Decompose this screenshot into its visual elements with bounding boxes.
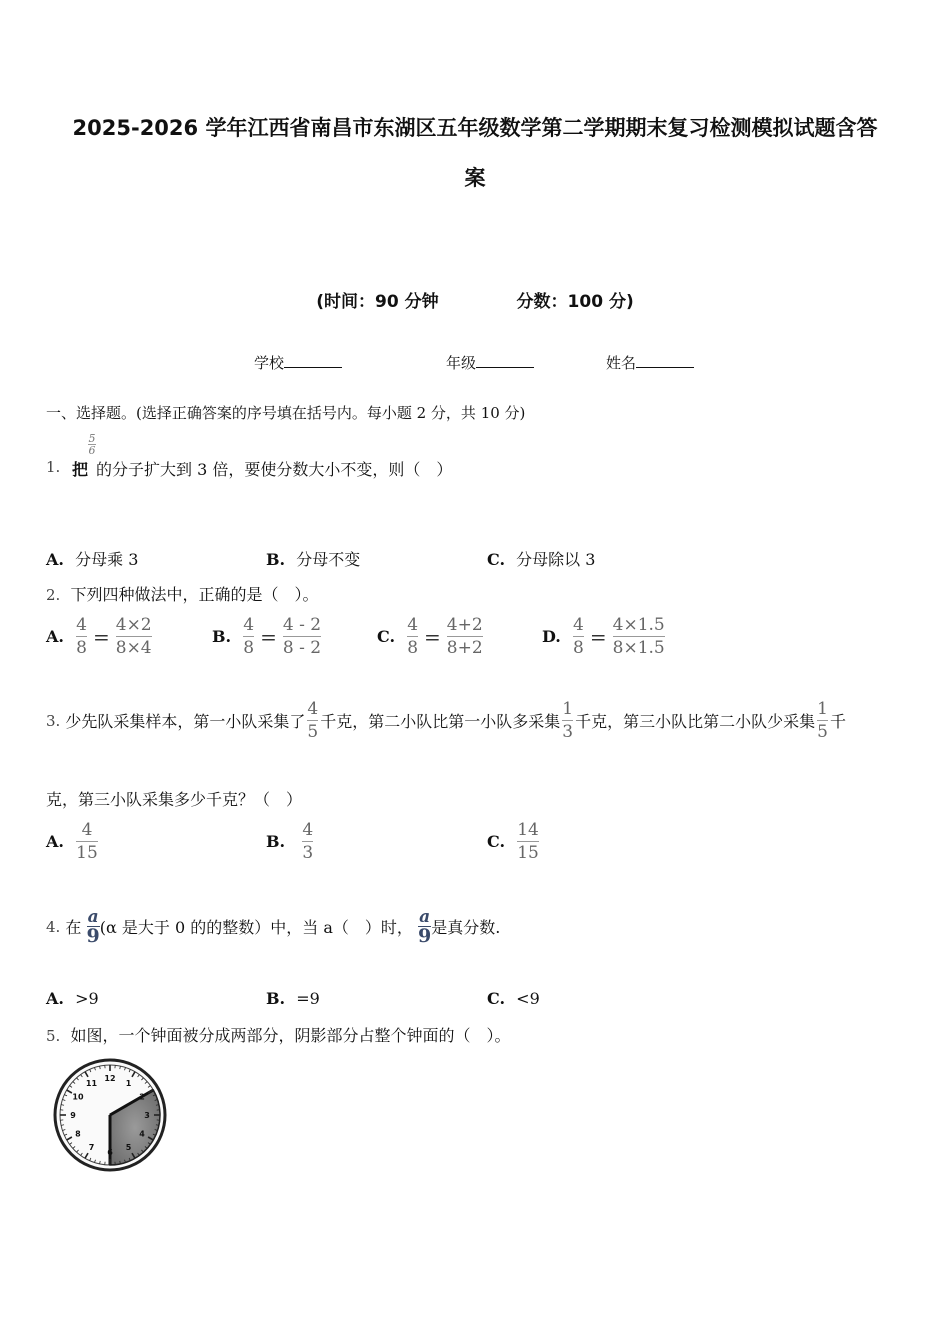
fraction: $\frac{14}{15}$ [517,820,539,863]
fraction: $\frac{4}{15}$ [76,820,98,863]
question-3: 3. 少先队采集样本，第一小队采集了 $\frac{4}{5}$ 千克，第二小队比第一小队多采集 $\frac{1}{3}$ 千克，第三小队比第二小队少采集 $\frac{1}{5}$ 千 [46,699,846,742]
exam-meta [0,287,950,312]
fraction-right: $\frac{4 - 2}{8 - 2}$ [282,615,322,658]
fraction: $\frac{1}{3}$ [562,699,574,742]
exam-score: 分数：100 分) [516,292,634,312]
clock-number: 3 [144,1111,150,1120]
question-number: 4. [46,917,61,936]
q2-option-d[interactable]: D. $\frac{4}{8}$ = $\frac{4\times 1.5}{8\times 1.5}$ [542,615,665,658]
fraction: 5 6 [88,432,96,457]
clock-number: 4 [139,1129,145,1139]
name-field[interactable] [606,352,694,373]
section-heading: 一、选择题。(选择正确答案的序号填在括号内。每小题 2 分，共 10 分) [46,404,526,422]
clock-number: 7 [88,1143,95,1153]
clock-number: 10 [72,1092,84,1102]
q4-option-a[interactable]: A. >9 [46,989,99,1008]
question-text: 如图，一个钟面被分成两部分，阴影部分占整个钟面的（ ）。 [70,1026,511,1045]
q1-option-b[interactable]: B. 分母不变 [266,550,361,569]
school-field[interactable] [254,352,342,373]
q4-option-b[interactable]: B. =9 [266,989,320,1008]
title-line-2: 案 [464,166,486,190]
question-4: 4. 在 a 9 (α 是大于 0 的的整数）中，当 a（ ）时， a 9 是真分数. [46,907,501,947]
fraction: $\frac{4}{3}$ [302,820,314,863]
clock-number: 6 [107,1148,113,1157]
fraction-left: $\frac{4}{8}$ [76,615,87,658]
grade-label: 年级 [446,354,477,372]
clock-number: 11 [85,1078,98,1088]
fraction: $\frac{4}{5}$ [307,699,319,742]
school-blank[interactable] [284,353,342,368]
question-number: 1. [46,458,61,476]
school-label: 学校 [254,354,285,372]
clock-number: 2 [139,1092,145,1102]
fraction-right: $\frac{4\times 2}{8\times 4}$ [115,615,152,658]
fraction: $\frac{1}{5}$ [817,699,828,742]
q2-option-b[interactable]: B. $\frac{4}{8}$ = $\frac{4 - 2}{8 - 2}$ [212,615,322,658]
clock-number: 5 [125,1143,132,1153]
fraction-a-over-9: a 9 [86,907,100,947]
clock-figure [50,1056,170,1174]
question-number: 3. [46,711,61,730]
question-text-post: 的分子扩大到 3 倍，要使分数大小不变，则（ ） [96,460,453,479]
question-text: 下列四种做法中，正确的是（ ）。 [70,585,319,604]
question-3-line-2: 克，第三小队采集多少千克？（ ） [46,790,303,809]
exam-time: (时间：90 分钟 [316,292,439,312]
fraction-left: $\frac{4}{8}$ [243,615,255,658]
q1-option-a[interactable]: A. 分母乘 3 [46,550,139,569]
question-number: 5. [46,1027,61,1045]
question-2 [46,582,319,605]
grade-blank[interactable] [476,353,534,368]
q1-option-c[interactable]: C. 分母除以 3 [487,550,596,569]
fraction-left: $\frac{4}{8}$ [573,615,584,658]
question-text-pre: 把 [72,460,89,479]
fraction-a-over-9: a 9 [417,907,432,947]
fraction-left: $\frac{4}{8}$ [407,615,419,658]
name-label: 姓名 [606,354,637,372]
q3-option-c[interactable]: C. $\frac{14}{15}$ [487,820,539,863]
q2-option-c[interactable]: C. $\frac{4}{8}$ = $\frac{4+2}{8+2}$ [377,615,483,658]
clock-number: 12 [104,1074,116,1083]
clock-number: 9 [70,1111,76,1120]
grade-field[interactable] [446,352,534,373]
q4-option-c[interactable]: C. <9 [487,989,540,1008]
name-blank[interactable] [636,353,694,368]
clock-number: 1 [125,1078,132,1088]
q2-option-a[interactable]: A. $\frac{4}{8}$ = $\frac{4\times 2}{8\times 4}$ [46,615,152,658]
question-5 [46,1023,511,1046]
fraction-right: $\frac{4\times 1.5}{8\times 1.5}$ [612,615,665,658]
q3-option-a[interactable]: A. $\frac{4}{15}$ [46,820,98,863]
fraction-right: $\frac{4+2}{8+2}$ [446,615,483,658]
page-title [40,103,910,203]
clock-number: 8 [75,1129,81,1139]
title-line-1: 2025-2026 学年江西省南昌市东湖区五年级数学第二学期期末复习检测模拟试题含答 [72,116,878,140]
q3-option-b[interactable]: B. $\frac{4}{3}$ [266,820,314,863]
question-number: 2. [46,586,61,604]
